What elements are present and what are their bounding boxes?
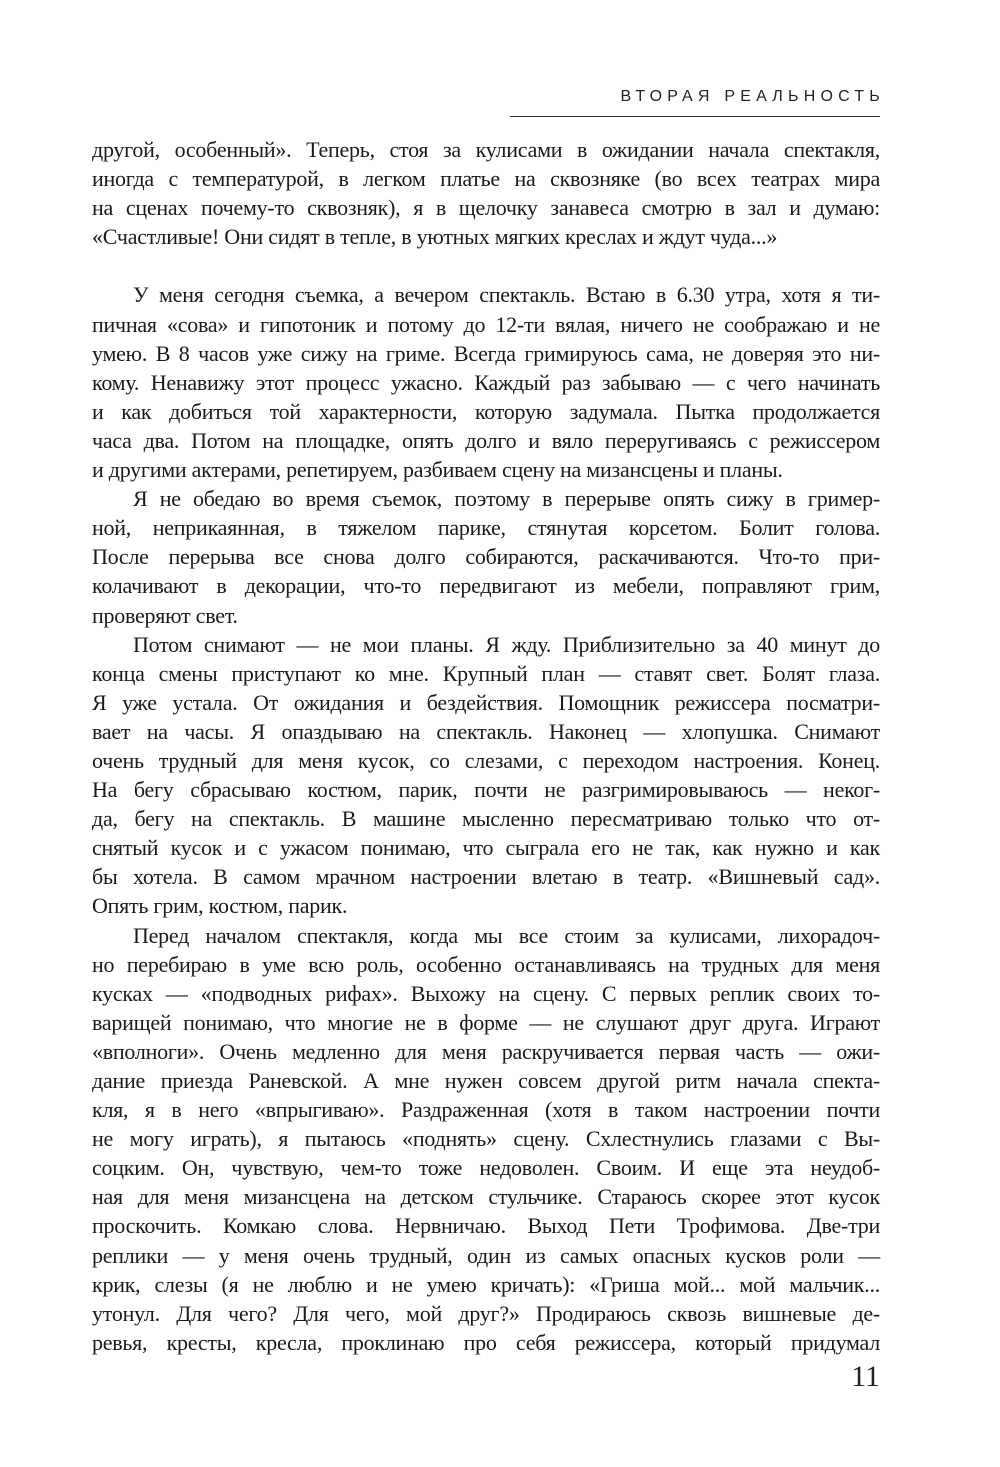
- text-line: На бегу сбрасываю костюм, парик, почти не разгримировываюсь — неког-: [92, 777, 880, 803]
- text-line: «Счастливые! Они сидят в тепле, в уютных мягких креслах и ждут чуда...»: [92, 224, 778, 250]
- text-line: не могу играть), я пытаюсь «поднять» сцену. Схлестнулись глазами с Вы-: [92, 1126, 880, 1152]
- text-line: кусках — «подводных рифах». Выхожу на сцену. С первых реплик своих то-: [92, 980, 880, 1006]
- text-line: ная для меня мизансцена на детском стульчике. Стараюсь скорее этот кусок: [92, 1184, 880, 1210]
- text-line: Я не обедаю во время съемок, поэтому в перерыве опять сижу в гример-: [133, 486, 880, 512]
- text-line: проверяют свет.: [92, 602, 238, 628]
- text-line: снятый кусок и с ужасом понимаю, что сыграла его не так, как нужно и как: [92, 835, 880, 861]
- paragraph: [92, 135, 880, 251]
- text-line: дание приезда Раневской. А мне нужен совсем другой ритм начала спекта-: [92, 1068, 880, 1093]
- text-line: иногда с температурой, в легком платье на сквозняке (во всех театрах мира: [92, 166, 880, 192]
- paragraph: [92, 630, 880, 921]
- text-line: ной, неприкаянная, в тяжелом парике, стянутая корсетом. Болит голова.: [92, 515, 880, 541]
- text-line: и другими актерами, репетируем, разбиваем сцену на мизансцены и планы.: [92, 457, 783, 483]
- text-line: соцким. Он, чувствую, чем-то тоже недоволен. Своим. И еще эта неудоб-: [92, 1155, 880, 1181]
- text-line: и как добиться той характерности, которую задумала. Пытка продолжается: [92, 398, 880, 424]
- text-line: конца смены приступают ко мне. Крупный план — ставят свет. Болят глаза.: [92, 660, 880, 686]
- text-line: ревья, кресты, кресла, проклинаю про себя режиссера, который придумал: [92, 1329, 880, 1355]
- text-line: «вполноги». Очень медленно для меня раскручивается первая часть — ожи-: [92, 1038, 880, 1064]
- text-line: бы хотела. В самом мрачном настроении влетаю в театр. «Вишневый сад».: [92, 864, 880, 890]
- text-line: колачивают в декорации, что-то передвигают из мебели, поправляют грим,: [92, 573, 880, 599]
- text-line: Опять грим, костюм, парик.: [92, 893, 348, 919]
- text-line: У меня сегодня съемка, а вечером спектакль. Встаю в 6.30 утра, хотя я ти-: [133, 282, 880, 308]
- body-text: [92, 135, 880, 1357]
- paragraph: [92, 280, 880, 484]
- paragraph: [92, 921, 880, 1357]
- text-line: Перед началом спектакля, когда мы все стоим за кулисами, лихорадоч-: [133, 922, 880, 948]
- text-line: кля, я в него «впрыгиваю». Раздраженная (хотя в таком настроении почти: [92, 1097, 880, 1123]
- text-line: часа два. Потом на площадке, опять долго и вяло переругиваясь с режиссером: [92, 427, 880, 453]
- text-line: умею. В 8 часов уже сижу на гриме. Всегда гримируюсь сама, не доверяя это ни-: [92, 340, 880, 366]
- text-line: вает на часы. Я опаздываю на спектакль. Наконец — хлопушка. Снимают: [92, 718, 880, 744]
- text-line: но перебираю в уме всю роль, особенно останавливаясь на трудных для меня: [92, 951, 880, 977]
- running-head-title: ВТОРАЯ РЕАЛЬНОСТЬ: [620, 88, 885, 105]
- text-line: кому. Ненавижу этот процесс ужасно. Каждый раз забываю — с чего начинать: [92, 369, 880, 395]
- text-line: Потом снимают — не мои планы. Я жду. Приблизительно за 40 минут до: [133, 631, 880, 657]
- text-line: крик, слезы (я не люблю и не умею кричать): «Гриша мой... мой мальчик...: [92, 1271, 880, 1297]
- header-rule: [510, 116, 880, 117]
- text-line: пичная «сова» и гипотоник и потому до 12-ти вялая, ничего не соображаю и не: [92, 311, 880, 337]
- text-line: После перерыва все снова долго собираются, раскачиваются. Что-то при-: [92, 544, 880, 570]
- text-line: утонул. Для чего? Для чего, мой друг?» Продираюсь сквозь вишневые де-: [92, 1300, 880, 1326]
- text-line: на сценах почему-то сквозняк), я в щелочку занавеса смотрю в зал и думаю:: [92, 195, 880, 221]
- text-line: очень трудный для меня кусок, со слезами, с переходом настроения. Конец.: [92, 747, 880, 773]
- text-line: варищей понимаю, что многие не в форме — не слушают друг друга. Играют: [92, 1009, 880, 1035]
- text-line: реплики — у меня очень трудный, один из самых опасных кусков роли —: [92, 1242, 880, 1268]
- text-line: другой, особенный». Теперь, стоя за кулисами в ожидании начала спектакля,: [92, 137, 880, 162]
- text-line: да, бегу на спектакль. В машине мысленно пересматриваю только что от-: [92, 806, 880, 832]
- page-number: 11: [851, 1360, 880, 1393]
- paragraph: [92, 484, 880, 629]
- text-line: проскочить. Комкаю слова. Нервничаю. Выход Пети Трофимова. Две-три: [92, 1213, 880, 1239]
- text-line: Я уже устала. От ожидания и бездействия. Помощник режиссера посматри-: [92, 689, 880, 715]
